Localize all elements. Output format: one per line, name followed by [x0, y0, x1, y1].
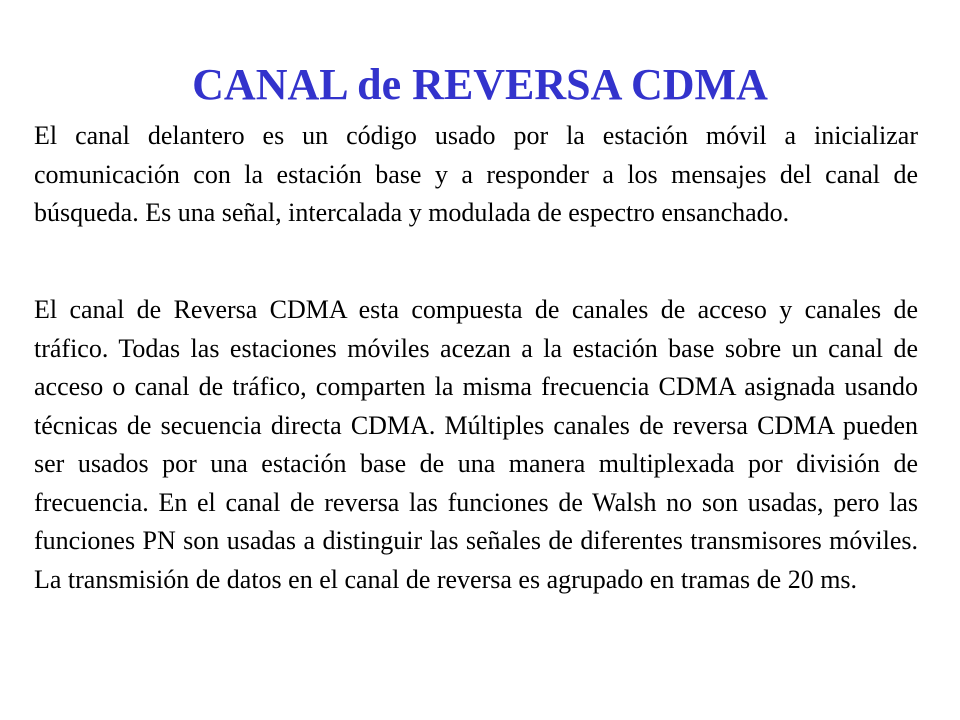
paragraph-forward-channel: El canal delantero es un código usado por la estación móvil a inicializar comunicación con la estación base y a responder a los mensajes del canal de búsqueda. Es una señal, intercalada y modulada de espectro ensanchado. — [34, 121, 918, 227]
slide-title: CANAL de REVERSA CDMA — [192, 60, 768, 109]
paragraph-reverse-channel: El canal de Reversa CDMA esta compuesta de canales de acceso y canales de tráfico. Todas las estaciones móviles acezan a la estación base sobre un canal de acceso o canal de tráfico, comparten la misma frecuencia CDMA asignada usando técnicas de secuencia directa CDMA. Múltiples canales de reversa CDMA pueden ser usados por una estación base de una manera multiplexada por división de frecuencia. En el canal de reversa las funciones de Walsh no son usadas, pero las funciones PN son usadas a distinguir las señales de diferentes transmisores móviles. La transmisión de datos en el canal de reversa es agrupado en tramas de 20 ms. — [34, 295, 918, 594]
